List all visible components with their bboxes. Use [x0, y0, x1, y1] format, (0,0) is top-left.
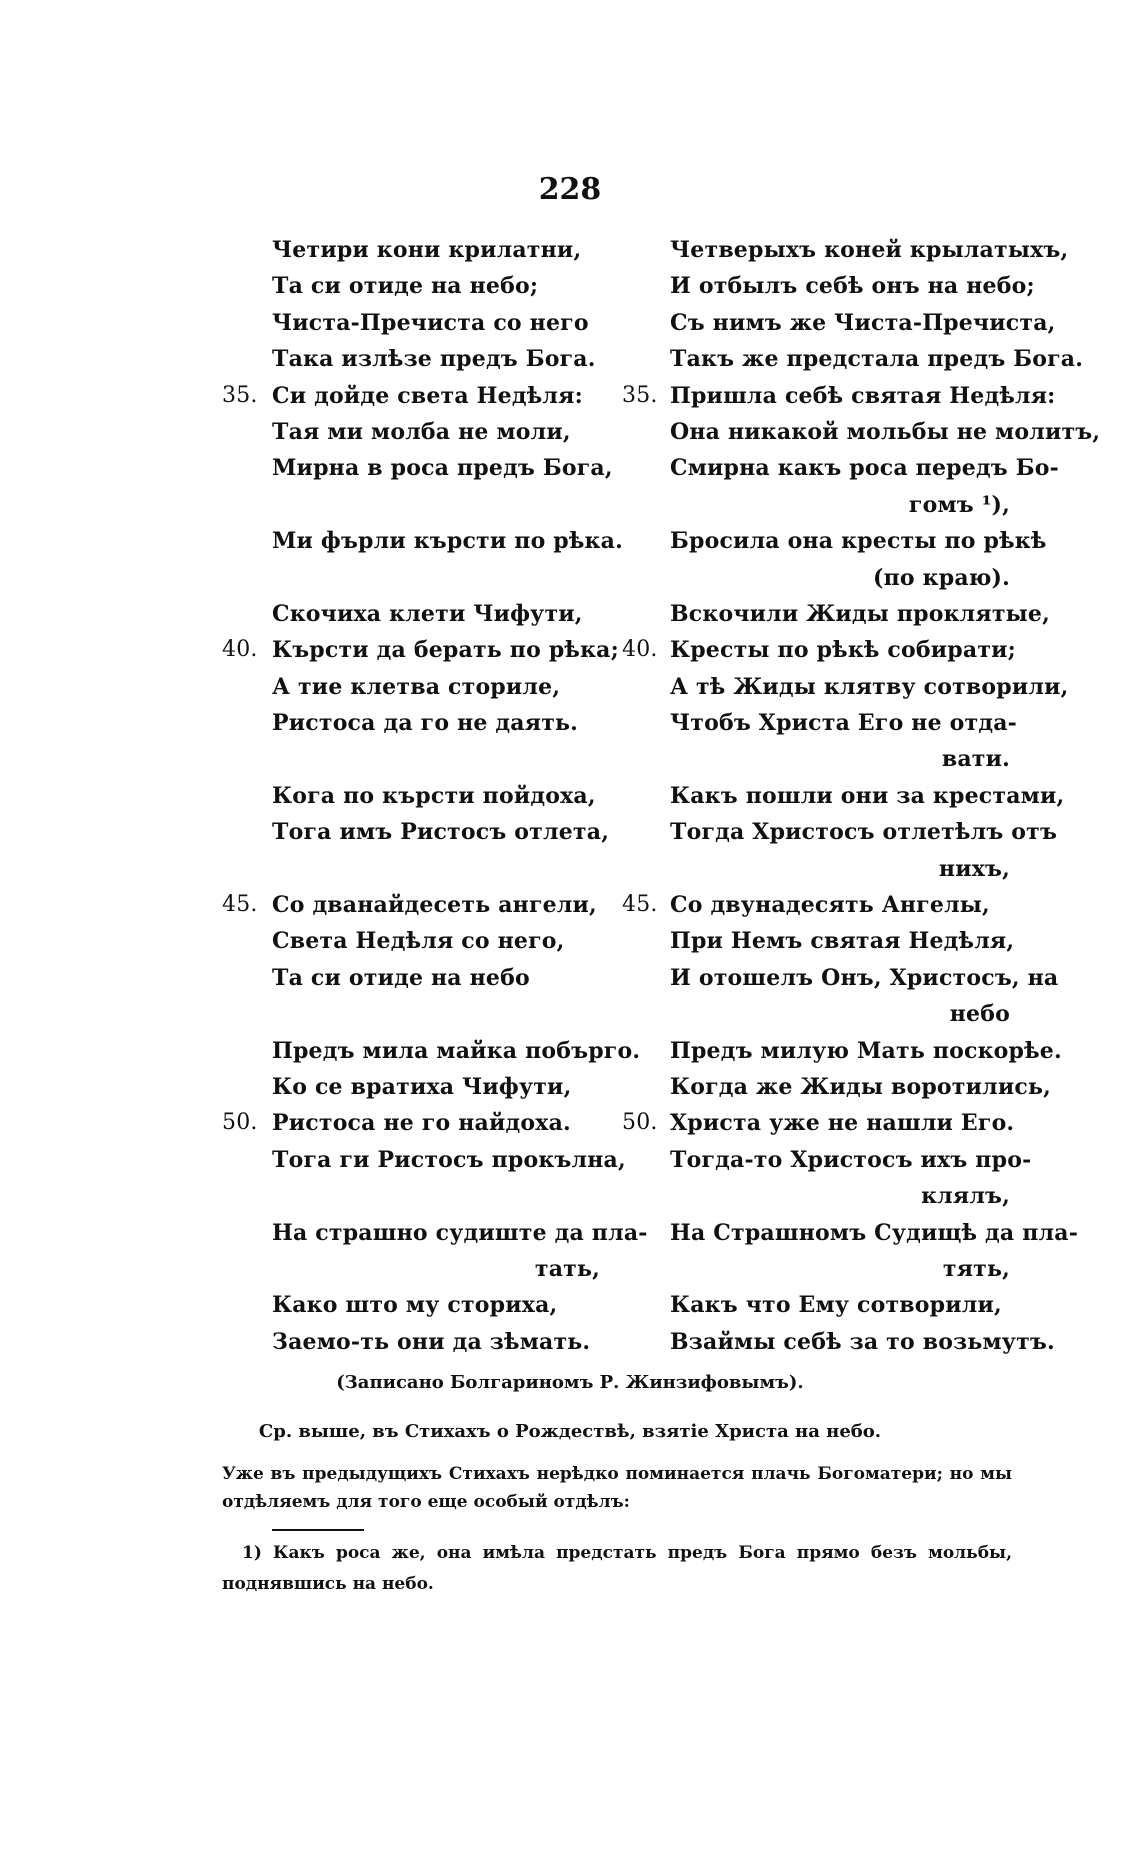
stanza-gap	[210, 741, 610, 777]
verse-line	[610, 596, 1050, 632]
verse-number: 50.	[222, 1110, 258, 1136]
verse-text: нихъ,	[938, 855, 1010, 882]
verse-text: Тога ги Ристосъ прокълна,	[272, 1146, 626, 1173]
verse-text: А тие клетва сториле,	[272, 673, 561, 700]
verse-line	[610, 232, 1069, 268]
verse-line	[210, 1251, 610, 1287]
verse-line	[610, 669, 1069, 705]
verse-text: Бросила она кресты по рѣкѣ	[670, 528, 1047, 555]
verse-text: небо	[949, 1001, 1010, 1028]
verse-text: Кога по кърсти пойдоха,	[272, 782, 596, 809]
verse-text: Си дойде света Недѣля:	[272, 382, 583, 409]
verse-line	[210, 596, 610, 632]
verse-line	[210, 1105, 610, 1141]
verse-text: Смирна какъ роса передъ Бо-	[670, 455, 1059, 482]
verse-line	[610, 414, 1101, 450]
verse-line	[610, 1215, 1079, 1251]
stanza-gap	[210, 996, 610, 1032]
verse-text: Ко се вратиха Чифути,	[272, 1073, 572, 1100]
page-number: 228	[538, 172, 602, 207]
verse-line	[610, 378, 1056, 414]
verse-number: 35.	[622, 382, 658, 408]
verse-text: Заемо-ть они да зѣмать.	[272, 1328, 591, 1355]
stanza-gap	[210, 487, 610, 523]
verse-line	[610, 741, 1020, 777]
verse-line	[610, 450, 1059, 486]
footnote	[222, 1538, 1012, 1600]
verse-text: Ристоса да го не даять.	[272, 710, 579, 737]
verse-text: Ристоса не го найдоха.	[272, 1110, 571, 1137]
verse-line	[610, 1251, 1020, 1287]
verse-line	[610, 705, 1020, 741]
verse-text: И отбылъ себѣ онъ на небо;	[670, 273, 1035, 300]
verse-text: Какъ что Ему сотворили,	[670, 1292, 1002, 1319]
verse-line	[210, 450, 613, 486]
verse-text: Така излѣзе предъ Бога.	[272, 346, 596, 373]
footnote-divider	[272, 1529, 364, 1531]
verse-line	[210, 887, 610, 923]
stanza-gap	[210, 851, 610, 887]
verse-line	[610, 960, 1059, 996]
verse-text: Како што му сториха,	[272, 1292, 558, 1319]
verse-line	[210, 669, 610, 705]
verse-text: Кърсти да берать по рѣка;	[272, 637, 619, 664]
verse-text: Какъ пошли они за крестами,	[670, 782, 1065, 809]
verse-number: 40.	[222, 637, 258, 663]
verse-text: Мирна в роса предъ Бога,	[272, 455, 613, 482]
verse-text: Ми фърли кърсти по рѣка.	[272, 528, 623, 555]
left-column-bulgarian	[210, 232, 648, 1360]
verse-line	[610, 487, 1020, 523]
verse-line	[210, 523, 623, 559]
verse-text: На Страшномъ Судищѣ да пла-	[670, 1219, 1079, 1246]
verse-text: Вскочили Жиды проклятые,	[670, 600, 1050, 627]
intro-paragraph: Уже въ предыдущихъ Стихахъ нерѣдко поминается плачь Богоматери; но мы отдѣляемъ для того еще особый отдѣлъ:	[222, 1464, 1012, 1512]
verse-line	[610, 305, 1056, 341]
source-note: (Записано Болгариномъ Р. Жинзифовымъ).	[336, 1372, 804, 1393]
verse-text: Христа уже не нашли Его.	[670, 1110, 1015, 1137]
verse-text: тать,	[534, 1255, 600, 1282]
verse-line	[610, 341, 1084, 377]
verse-number: 40.	[622, 637, 658, 663]
stanza-gap	[210, 1178, 610, 1214]
verse-text: Съ нимъ же Чиста-Пречиста,	[670, 309, 1056, 336]
verse-text: клялъ,	[921, 1183, 1010, 1210]
verse-line	[210, 305, 610, 341]
verse-line	[210, 960, 610, 996]
cross-reference: Ср. выше, въ Стихахъ о Рождествѣ, взятіе Христа на небо.	[258, 1421, 882, 1442]
verse-line	[210, 923, 610, 959]
stanza-gap	[210, 560, 610, 596]
verse-text: Предъ милую Мать поскорѣе.	[670, 1037, 1062, 1064]
right-column-russian	[610, 232, 1101, 1360]
verse-text: Со двунадесять Ангелы,	[670, 892, 990, 919]
verse-text: Тогда-то Христосъ ихъ про-	[670, 1146, 1032, 1173]
verse-text: Она никакой мольбы не молитъ,	[670, 418, 1101, 445]
footnote-text: Какъ роса же, она имѣла предстать предъ Бога прямо безъ мольбы, поднявшись на небо.	[222, 1543, 1012, 1594]
verse-text: Четверыхъ коней крылатыхъ,	[670, 237, 1069, 263]
verse-line	[210, 632, 619, 668]
verse-line	[610, 887, 1020, 923]
verse-line	[210, 1287, 610, 1323]
verse-line	[610, 1105, 1020, 1141]
verse-line	[610, 923, 1020, 959]
verse-number: 45.	[222, 892, 258, 918]
verse-line	[610, 814, 1058, 850]
verse-line	[210, 814, 610, 850]
verse-text: тять,	[942, 1255, 1010, 1282]
verse-line	[610, 560, 1020, 596]
verse-text: Чтобъ Христа Его не отда-	[670, 710, 1018, 737]
verse-text: Пришла себѣ святая Недѣля:	[670, 382, 1056, 409]
verse-line	[610, 1033, 1062, 1069]
verse-text: Та си отиде на небо	[272, 964, 530, 991]
verse-text: На страшно судиште да пла-	[272, 1219, 648, 1246]
verse-line	[210, 1033, 641, 1069]
verse-text: При Немъ святая Недѣля,	[670, 928, 1015, 955]
verse-line	[210, 1215, 648, 1251]
verse-line	[610, 778, 1065, 814]
verse-line	[210, 341, 610, 377]
verse-text: А тѣ Жиды клятву сотворили,	[670, 673, 1069, 700]
verse-line	[610, 1178, 1020, 1214]
verse-text: Кресты по рѣкѣ собирати;	[670, 637, 1017, 664]
verse-line	[610, 1287, 1020, 1323]
verse-text: Тогда Христосъ отлетѣлъ отъ	[670, 819, 1058, 846]
verse-line	[210, 232, 610, 268]
verse-text: Тога имъ Ристосъ отлета,	[272, 819, 610, 846]
verse-line	[610, 851, 1020, 887]
verse-line	[210, 414, 610, 450]
verse-text: Предъ мила майка побърго.	[272, 1037, 641, 1064]
verse-text: Та си отиде на небо;	[272, 273, 539, 300]
verse-line	[210, 268, 610, 304]
verse-line	[210, 378, 610, 414]
verse-number: 45.	[622, 892, 658, 918]
verse-line	[210, 705, 610, 741]
verse-line	[610, 268, 1035, 304]
verse-text: Со дванайдесеть ангели,	[272, 892, 597, 919]
verse-line	[610, 1142, 1032, 1178]
verse-text: Скочиха клети Чифути,	[272, 600, 583, 627]
verse-text: Когда же Жиды воротились,	[670, 1073, 1051, 1100]
verse-text: Тая ми молба не моли,	[272, 418, 571, 445]
verse-text: (по краю).	[873, 564, 1010, 591]
verse-text: Такъ же предстала предъ Бога.	[670, 346, 1084, 373]
verse-line	[610, 996, 1020, 1032]
verse-line	[210, 1324, 610, 1360]
verse-line	[610, 1324, 1055, 1360]
verse-number: 50.	[622, 1110, 658, 1136]
verse-line	[210, 1142, 626, 1178]
verse-number: 35.	[222, 382, 258, 408]
verse-line	[210, 1069, 610, 1105]
verse-text: И отошелъ Онъ, Христосъ, на	[670, 964, 1059, 991]
verse-text: Света Недѣля со него,	[272, 928, 565, 955]
verse-text: Взаймы себѣ за то возьмутъ.	[670, 1328, 1055, 1355]
verse-text: вати.	[941, 746, 1010, 773]
verse-line	[210, 778, 610, 814]
footnote-marker: 1)	[242, 1543, 262, 1563]
verse-line	[610, 523, 1047, 559]
verse-text: гомъ ¹),	[908, 491, 1010, 518]
verse-text: Четири кони крилатни,	[272, 237, 582, 263]
verse-line	[610, 1069, 1051, 1105]
verse-text: Чиста-Пречиста со него	[272, 309, 589, 336]
verse-line	[610, 632, 1020, 668]
